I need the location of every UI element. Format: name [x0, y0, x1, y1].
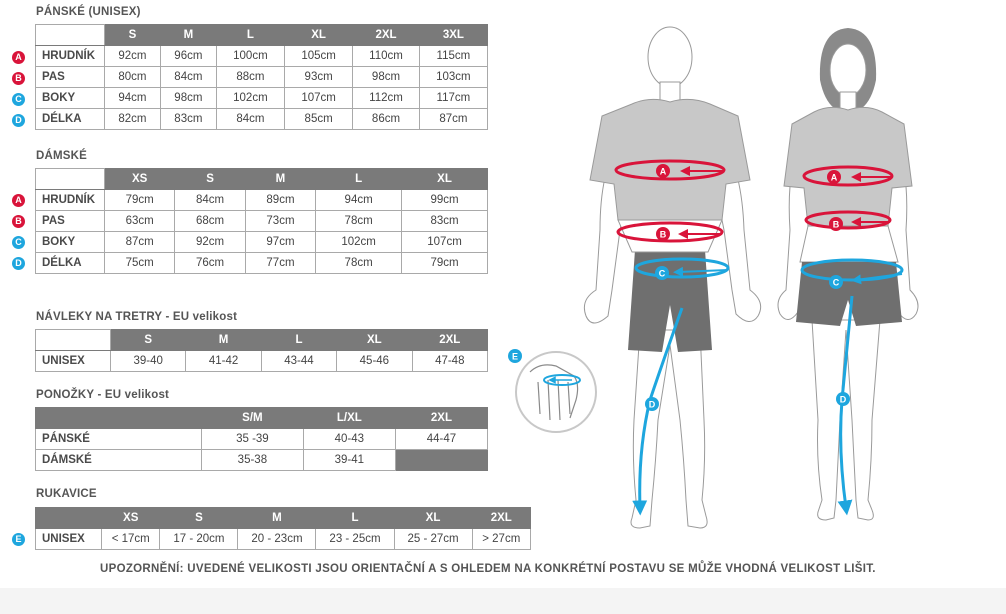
cell: 92cm	[105, 46, 161, 67]
gloves-table-title: RUKAVICE	[36, 488, 97, 500]
header-size: XL	[402, 169, 488, 190]
row-label: UNISEX	[36, 529, 102, 550]
cell: 41-42	[186, 351, 261, 372]
table-row	[36, 190, 488, 211]
header-size: 2XL	[412, 330, 487, 351]
table-header-row	[36, 25, 488, 46]
cell: 73cm	[245, 211, 315, 232]
cell: 102cm	[316, 232, 402, 253]
header-blank-cell	[36, 25, 105, 46]
table-header-row	[36, 330, 488, 351]
header-size: L	[316, 508, 394, 529]
cell: 99cm	[402, 190, 488, 211]
footer-band	[0, 588, 1006, 614]
cell: 35 -39	[202, 429, 304, 450]
cell: 84cm	[175, 190, 245, 211]
cell: 79cm	[105, 190, 175, 211]
cell-empty	[395, 450, 487, 471]
row-label: BOKY	[36, 232, 105, 253]
header-size: L	[216, 25, 284, 46]
table-row	[36, 67, 488, 88]
table-row	[36, 232, 488, 253]
hand-measurement-inset	[508, 349, 596, 432]
cell: 68cm	[175, 211, 245, 232]
cell: 63cm	[105, 211, 175, 232]
cell: 87cm	[105, 232, 175, 253]
badge-e-gloves: E	[12, 533, 25, 546]
shoecovers-size-table	[35, 329, 488, 372]
cell: 102cm	[216, 88, 284, 109]
cell: 86cm	[353, 109, 420, 130]
cell: 98cm	[353, 67, 420, 88]
cell: 76cm	[175, 253, 245, 274]
cell: 88cm	[216, 67, 284, 88]
cell: 47-48	[412, 351, 487, 372]
cell: 94cm	[316, 190, 402, 211]
cell: 78cm	[316, 211, 402, 232]
header-size: XS	[102, 508, 160, 529]
cell: 43-44	[261, 351, 336, 372]
table-row	[36, 351, 488, 372]
table-row	[36, 429, 488, 450]
header-blank-cell	[36, 508, 102, 529]
row-label: BOKY	[36, 88, 105, 109]
table-row	[36, 88, 488, 109]
table-row	[36, 450, 488, 471]
shoecovers-table-title: NÁVLEKY NA TRETRY - EU velikost	[36, 311, 238, 323]
mens-table-title: PÁNSKÉ (UNISEX)	[36, 6, 141, 18]
cell: 92cm	[175, 232, 245, 253]
header-size: 2XL	[353, 25, 420, 46]
cell: 77cm	[245, 253, 315, 274]
cell: 89cm	[245, 190, 315, 211]
body-measurement-diagram	[500, 0, 1006, 560]
cell: 82cm	[105, 109, 161, 130]
header-size: S	[175, 169, 245, 190]
cell: 39-40	[111, 351, 186, 372]
header-blank-cell	[36, 408, 202, 429]
cell: 105cm	[285, 46, 353, 67]
header-size: XL	[394, 508, 472, 529]
header-size: L/XL	[303, 408, 395, 429]
row-label: DÉLKA	[36, 253, 105, 274]
cell: 78cm	[316, 253, 402, 274]
cell: 79cm	[402, 253, 488, 274]
badge-c-womens: C	[12, 236, 25, 249]
row-label: DÁMSKÉ	[36, 450, 202, 471]
cell: 84cm	[216, 109, 284, 130]
cell: 107cm	[402, 232, 488, 253]
size-warning-note: UPOZORNĚNÍ: UVEDENÉ VELIKOSTI JSOU ORIENTAČNÍ A S OHLEDEM NA KONKRÉTNÍ POSTAVU SE MŮŽE VHODNÁ VELIKOST LIŠIT.	[100, 563, 876, 575]
table-header-row	[36, 508, 531, 529]
row-label: PÁNSKÉ	[36, 429, 202, 450]
header-blank-cell	[36, 330, 111, 351]
badge-c-mens: C	[12, 93, 25, 106]
female-badge-d-label: D	[839, 394, 847, 405]
row-label: HRUDNÍK	[36, 190, 105, 211]
header-size: M	[245, 169, 315, 190]
header-size: XS	[105, 169, 175, 190]
cell: 87cm	[419, 109, 487, 130]
cell: 110cm	[353, 46, 420, 67]
gloves-size-table	[35, 507, 531, 550]
badge-d-mens: D	[12, 114, 25, 127]
row-label: UNISEX	[36, 351, 111, 372]
header-size: M	[238, 508, 316, 529]
table-header-row	[36, 408, 488, 429]
male-badge-b-label: B	[659, 229, 667, 240]
badge-a-womens: A	[12, 194, 25, 207]
header-size: M	[160, 25, 216, 46]
cell: 35-38	[202, 450, 304, 471]
cell: 96cm	[160, 46, 216, 67]
header-size: 3XL	[419, 25, 487, 46]
cell: 94cm	[105, 88, 161, 109]
row-label: PAS	[36, 67, 105, 88]
cell: 84cm	[160, 67, 216, 88]
badge-d-womens: D	[12, 257, 25, 270]
table-header-row	[36, 169, 488, 190]
cell: 100cm	[216, 46, 284, 67]
header-size: L	[261, 330, 336, 351]
cell: 39-41	[303, 450, 395, 471]
cell: 93cm	[285, 67, 353, 88]
female-badge-c-label: C	[832, 277, 840, 288]
header-size: XL	[337, 330, 412, 351]
cell: 40-43	[303, 429, 395, 450]
row-label: HRUDNÍK	[36, 46, 105, 67]
cell: 80cm	[105, 67, 161, 88]
cell: 117cm	[419, 88, 487, 109]
table-row	[36, 211, 488, 232]
socks-size-table	[35, 407, 488, 471]
socks-table-title: PONOŽKY - EU velikost	[36, 389, 170, 401]
cell: 17 - 20cm	[160, 529, 238, 550]
header-size: L	[316, 169, 402, 190]
male-badge-c-label: C	[658, 268, 666, 279]
table-row	[36, 46, 488, 67]
header-size: S	[111, 330, 186, 351]
cell: 112cm	[353, 88, 420, 109]
female-badge-a-label: A	[830, 172, 838, 183]
header-size: S	[160, 508, 238, 529]
header-size: S/M	[202, 408, 304, 429]
cell: > 27cm	[472, 529, 530, 550]
cell: 115cm	[419, 46, 487, 67]
row-label: DÉLKA	[36, 109, 105, 130]
cell: 107cm	[285, 88, 353, 109]
header-size: 2XL	[395, 408, 487, 429]
womens-size-table	[35, 168, 488, 274]
cell: 44-47	[395, 429, 487, 450]
header-size: 2XL	[472, 508, 530, 529]
cell: 20 - 23cm	[238, 529, 316, 550]
female-badge-b-label: B	[832, 219, 840, 230]
table-row	[36, 529, 531, 550]
header-size: S	[105, 25, 161, 46]
cell: 103cm	[419, 67, 487, 88]
mens-size-table	[35, 24, 488, 130]
cell: 25 - 27cm	[394, 529, 472, 550]
cell: 45-46	[337, 351, 412, 372]
badge-b-mens: B	[12, 72, 25, 85]
cell: 83cm	[402, 211, 488, 232]
hand-badge-e-label: E	[511, 351, 519, 362]
row-label: PAS	[36, 211, 105, 232]
table-row	[36, 109, 488, 130]
cell: 97cm	[245, 232, 315, 253]
cell: 23 - 25cm	[316, 529, 394, 550]
male-badge-a-label: A	[659, 166, 667, 177]
cell: 85cm	[285, 109, 353, 130]
cell: < 17cm	[102, 529, 160, 550]
womens-table-title: DÁMSKÉ	[36, 150, 88, 162]
table-row	[36, 253, 488, 274]
header-blank-cell	[36, 169, 105, 190]
cell: 75cm	[105, 253, 175, 274]
badge-a-mens: A	[12, 51, 25, 64]
header-size: XL	[285, 25, 353, 46]
badge-b-womens: B	[12, 215, 25, 228]
male-badge-d-label: D	[648, 399, 656, 410]
cell: 98cm	[160, 88, 216, 109]
cell: 83cm	[160, 109, 216, 130]
header-size: M	[186, 330, 261, 351]
